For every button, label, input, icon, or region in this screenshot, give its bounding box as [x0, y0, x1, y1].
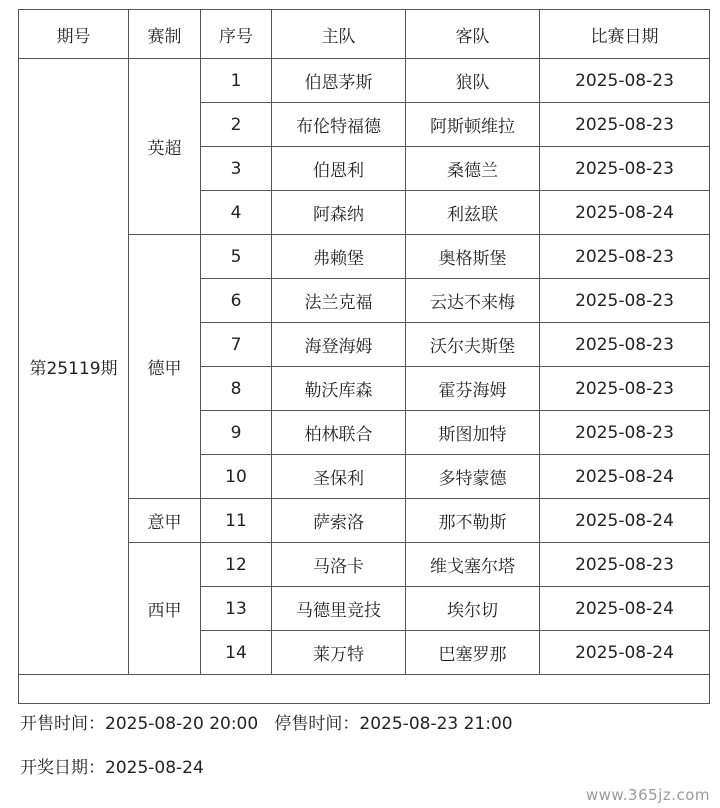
- away-team-cell: 桑德兰: [406, 147, 540, 191]
- home-team-cell: 圣保利: [272, 455, 406, 499]
- header-cell: 主队: [272, 10, 406, 59]
- match-number-cell: 5: [201, 235, 272, 279]
- league-cell: 英超: [129, 59, 201, 235]
- away-team-cell: 维戈塞尔塔: [406, 543, 540, 587]
- draw-date-label: 开奖日期：: [20, 758, 105, 778]
- match-number-cell: 6: [201, 279, 272, 323]
- home-team-cell: 法兰克福: [272, 279, 406, 323]
- match-date-cell: 2025-08-24: [540, 631, 710, 675]
- match-date-cell: 2025-08-23: [540, 235, 710, 279]
- match-row: [19, 59, 710, 103]
- match-date-cell: 2025-08-23: [540, 279, 710, 323]
- match-date-cell: 2025-08-23: [540, 323, 710, 367]
- away-team-cell: 云达不来梅: [406, 279, 540, 323]
- draw-date-line: [20, 753, 204, 778]
- header-row: [19, 10, 710, 59]
- away-team-cell: 沃尔夫斯堡: [406, 323, 540, 367]
- sale-end-label: 停售时间：: [274, 714, 360, 734]
- match-number-cell: 12: [201, 543, 272, 587]
- match-date-cell: 2025-08-24: [540, 455, 710, 499]
- away-team-cell: 奥格斯堡: [406, 235, 540, 279]
- watermark: www.365jz.com: [585, 786, 710, 804]
- match-date-cell: 2025-08-24: [540, 587, 710, 631]
- home-team-cell: 弗赖堡: [272, 235, 406, 279]
- away-team-cell: 狼队: [406, 59, 540, 103]
- home-team-cell: 勒沃库森: [272, 367, 406, 411]
- match-date-cell: 2025-08-23: [540, 367, 710, 411]
- header-cell: 期号: [19, 10, 129, 59]
- sale-time-line: [20, 709, 513, 734]
- header-cell: 比赛日期: [540, 10, 710, 59]
- home-team-cell: 莱万特: [272, 631, 406, 675]
- match-date-cell: 2025-08-23: [540, 59, 710, 103]
- league-cell: 意甲: [129, 499, 201, 543]
- home-team-cell: 布伦特福德: [272, 103, 406, 147]
- match-schedule-table: [18, 9, 710, 704]
- sale-start-label: 开售时间：: [20, 714, 105, 734]
- issue-cell: 第25119期: [19, 59, 129, 675]
- match-number-cell: 7: [201, 323, 272, 367]
- match-number-cell: 4: [201, 191, 272, 235]
- home-team-cell: 伯恩利: [272, 147, 406, 191]
- sale-start-value: 2025-08-20 20:00: [105, 714, 259, 734]
- sale-end-value: 2025-08-23 21:00: [359, 714, 513, 734]
- home-team-cell: 马德里竞技: [272, 587, 406, 631]
- match-date-cell: 2025-08-23: [540, 411, 710, 455]
- match-number-cell: 14: [201, 631, 272, 675]
- league-cell: 西甲: [129, 543, 201, 675]
- match-number-cell: 10: [201, 455, 272, 499]
- home-team-cell: 海登海姆: [272, 323, 406, 367]
- header-cell: 序号: [201, 10, 272, 59]
- away-team-cell: 埃尔切: [406, 587, 540, 631]
- match-date-cell: 2025-08-23: [540, 147, 710, 191]
- match-date-cell: 2025-08-24: [540, 499, 710, 543]
- away-team-cell: 多特蒙德: [406, 455, 540, 499]
- header-cell: 客队: [406, 10, 540, 59]
- match-number-cell: 3: [201, 147, 272, 191]
- match-date-cell: 2025-08-23: [540, 103, 710, 147]
- home-team-cell: 柏林联合: [272, 411, 406, 455]
- home-team-cell: 阿森纳: [272, 191, 406, 235]
- header-cell: 赛制: [129, 10, 201, 59]
- match-number-cell: 8: [201, 367, 272, 411]
- match-number-cell: 13: [201, 587, 272, 631]
- home-team-cell: 马洛卡: [272, 543, 406, 587]
- away-team-cell: 利兹联: [406, 191, 540, 235]
- spacer-row: [19, 675, 710, 704]
- spacer-cell: [19, 675, 710, 704]
- home-team-cell: 萨索洛: [272, 499, 406, 543]
- match-date-cell: 2025-08-24: [540, 191, 710, 235]
- draw-date-value: 2025-08-24: [105, 758, 204, 778]
- match-number-cell: 1: [201, 59, 272, 103]
- home-team-cell: 伯恩茅斯: [272, 59, 406, 103]
- match-number-cell: 2: [201, 103, 272, 147]
- away-team-cell: 阿斯顿维拉: [406, 103, 540, 147]
- league-cell: 德甲: [129, 235, 201, 499]
- away-team-cell: 霍芬海姆: [406, 367, 540, 411]
- away-team-cell: 斯图加特: [406, 411, 540, 455]
- match-number-cell: 9: [201, 411, 272, 455]
- away-team-cell: 巴塞罗那: [406, 631, 540, 675]
- match-date-cell: 2025-08-23: [540, 543, 710, 587]
- away-team-cell: 那不勒斯: [406, 499, 540, 543]
- match-number-cell: 11: [201, 499, 272, 543]
